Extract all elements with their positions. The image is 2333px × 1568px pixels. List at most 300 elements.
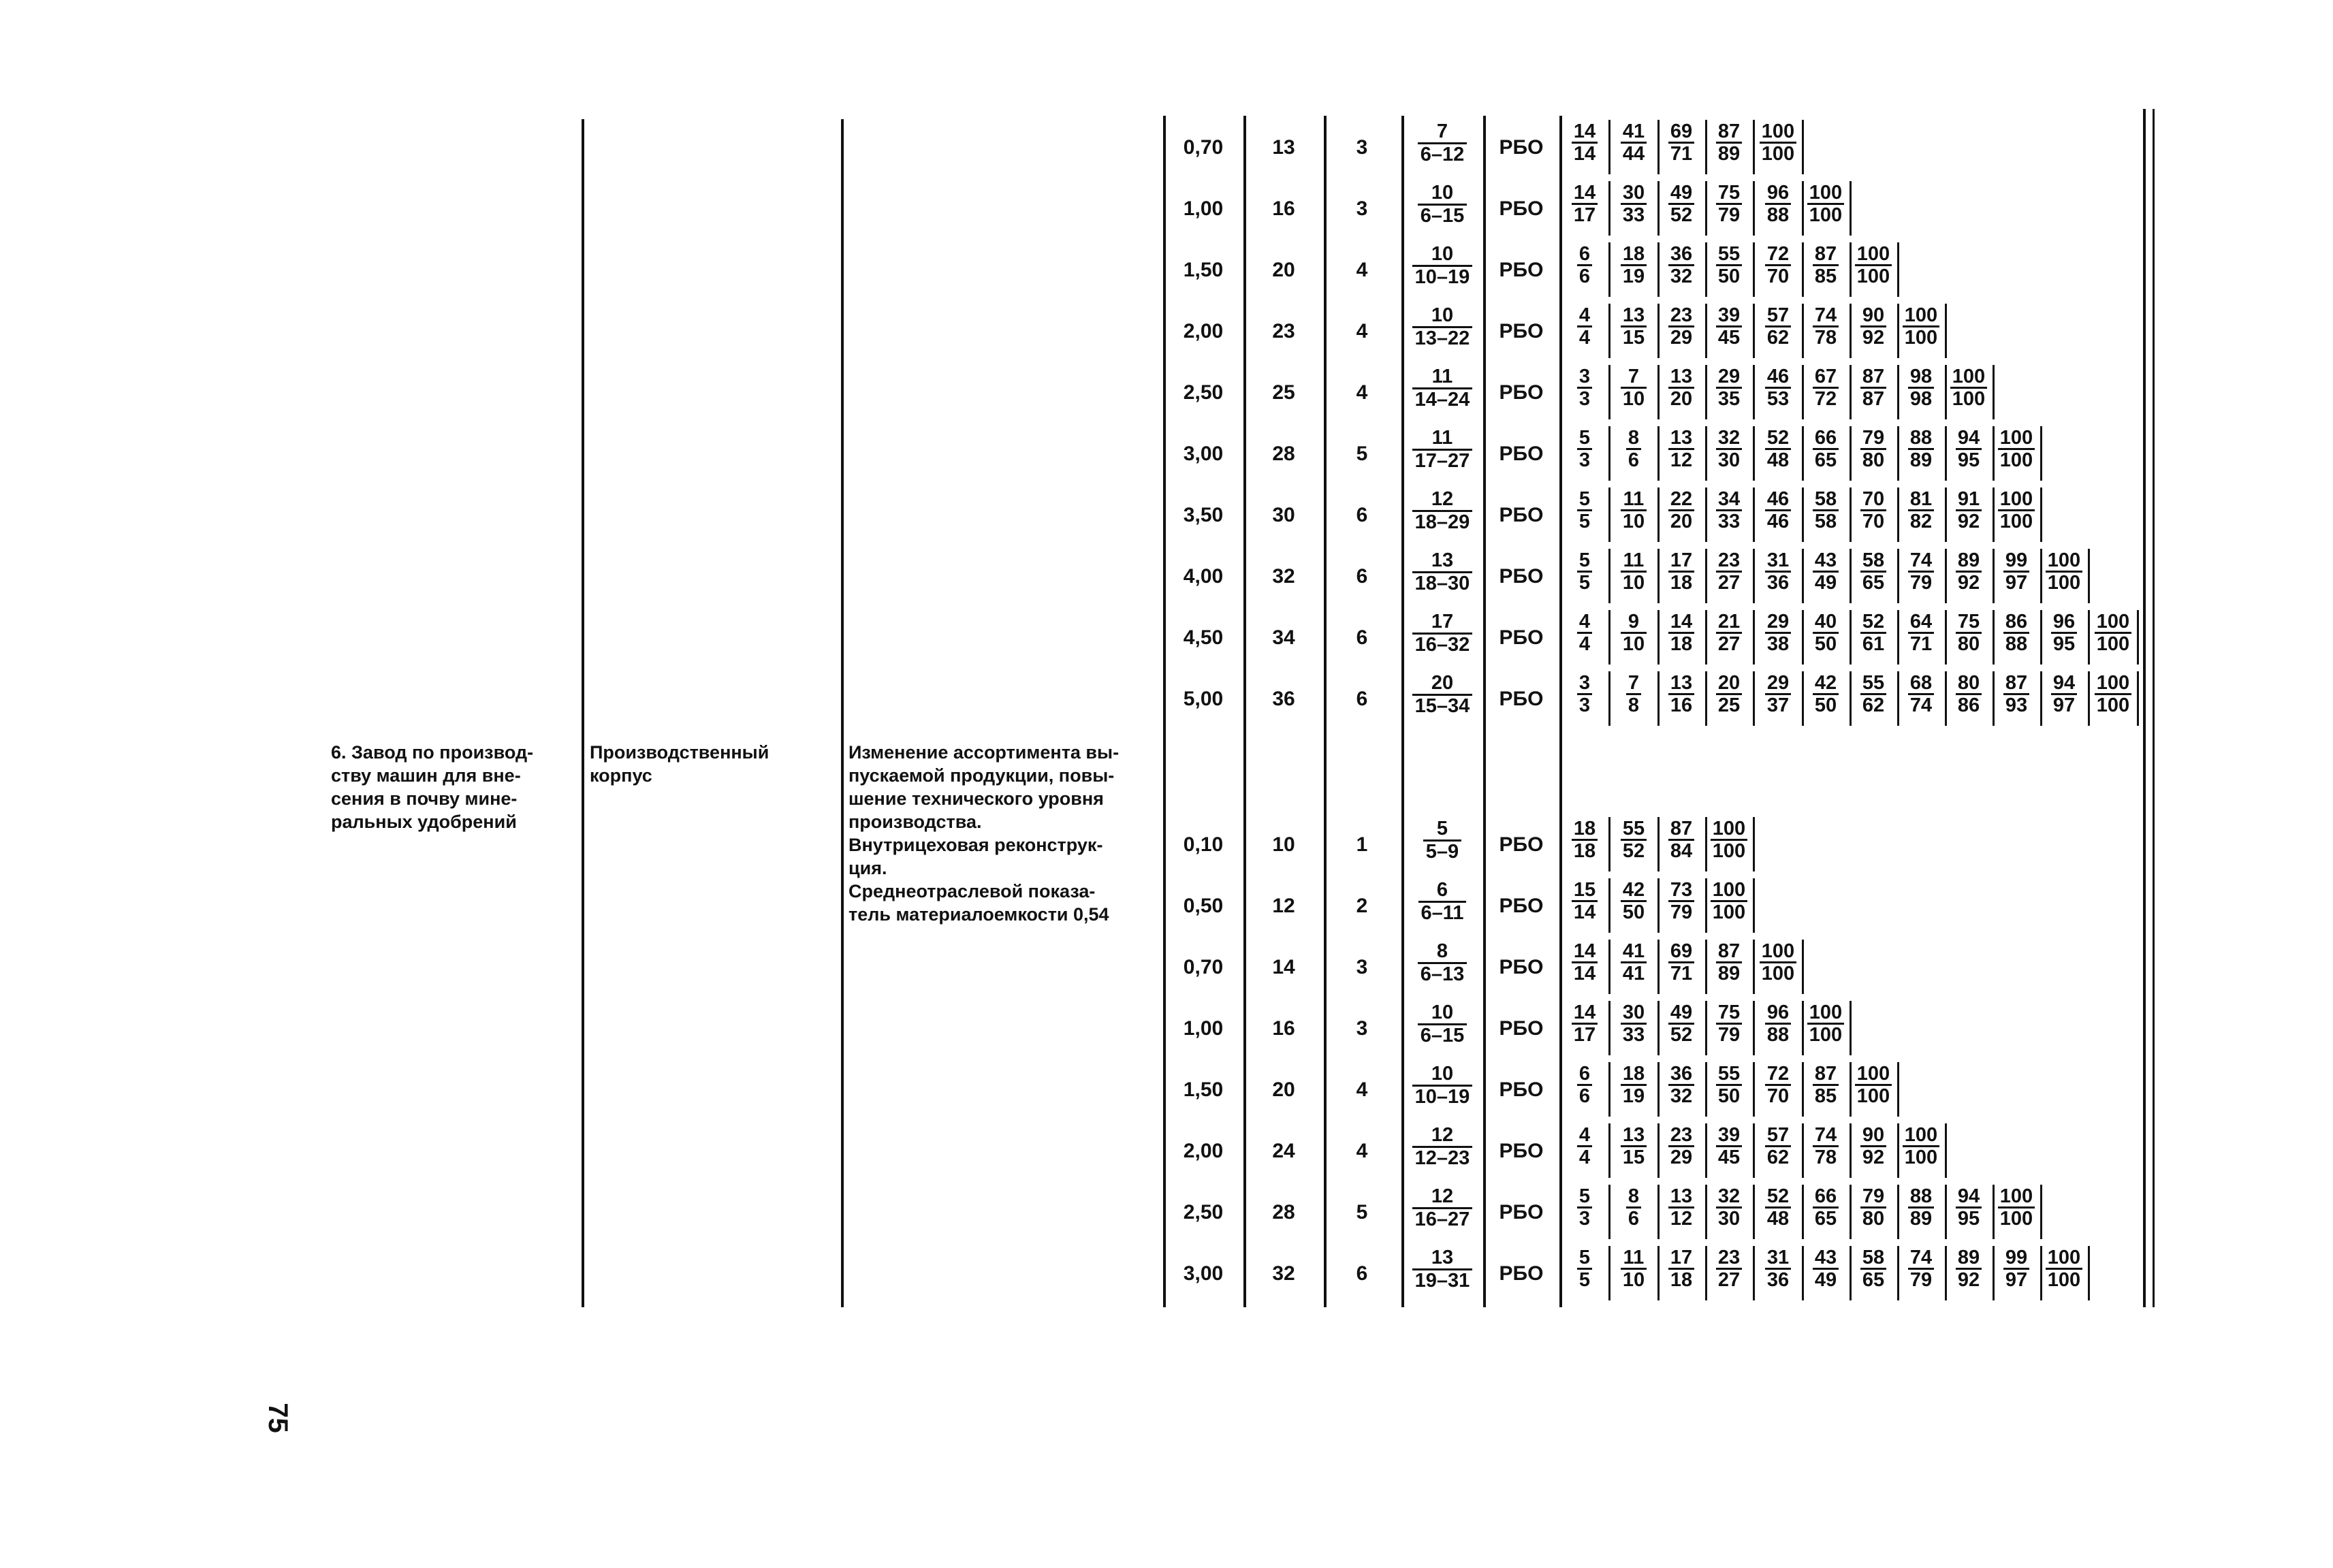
percent-denominator: 58: [1813, 509, 1839, 532]
percent-denominator: 14: [1572, 961, 1598, 984]
percent-fraction: [1757, 366, 1799, 410]
rule-object-building: [582, 119, 584, 1307]
cell-separator: [1993, 487, 1995, 542]
percent-denominator: 80: [1860, 1206, 1886, 1229]
percent-fraction: [1564, 1002, 1606, 1046]
cell-separator: [2040, 549, 2042, 603]
percent-fraction: [1757, 1247, 1799, 1291]
duration-denominator: 18–30: [1412, 571, 1473, 594]
percent-denominator: 85: [1813, 1084, 1839, 1106]
term-value: 4,50: [1183, 626, 1224, 649]
duration-fraction: [1406, 182, 1479, 227]
cell-separator: [1993, 671, 1995, 726]
percent-numerator: 42: [1622, 879, 1645, 901]
percent-fraction: [1757, 1186, 1799, 1230]
percent-denominator: 79: [1908, 571, 1934, 593]
cell-separator: [1657, 365, 1660, 419]
cell-separator: [1802, 242, 1804, 297]
code-value: РБО: [1499, 1078, 1544, 1101]
percent-denominator: 100: [2095, 693, 2131, 716]
percent-numerator: 34: [1717, 488, 1741, 510]
percent-numerator: 90: [1862, 1124, 1885, 1146]
cell-separator: [1897, 1246, 1899, 1300]
percent-denominator: 5: [1577, 509, 1592, 532]
k-value: 3: [1356, 1017, 1368, 1040]
percent-numerator: 74: [1909, 549, 1933, 571]
percent-fraction: [1564, 941, 1606, 985]
cell-separator: [1850, 1185, 1852, 1239]
percent-numerator: 75: [1717, 182, 1741, 204]
duration-denominator: 14–24: [1412, 387, 1473, 411]
term-value: 1,50: [1183, 1078, 1224, 1101]
percent-numerator: 52: [1766, 427, 1790, 449]
percent-denominator: 36: [1765, 571, 1791, 593]
percent-numerator: 14: [1573, 940, 1596, 962]
cell-separator: [1753, 878, 1755, 933]
count-value: 28: [1272, 1201, 1295, 1223]
k-value: 5: [1356, 1201, 1368, 1223]
percent-denominator: 19: [1621, 264, 1647, 287]
percent-denominator: 15: [1621, 1145, 1647, 1168]
percent-fraction: [1708, 305, 1750, 349]
term-value: 3,00: [1183, 1262, 1224, 1285]
cell-separator: [2040, 426, 2042, 481]
cell-separator: [1608, 426, 1610, 481]
cell-separator: [1753, 487, 1755, 542]
percent-fraction: [1613, 1247, 1655, 1291]
percent-numerator: 100: [2096, 672, 2130, 694]
object-name-line: 6. Завод по производ-: [331, 742, 534, 763]
duration-fraction: [1406, 611, 1479, 656]
percent-denominator: 62: [1765, 1145, 1791, 1168]
duration-numerator: 20: [1431, 672, 1454, 694]
cell-separator: [1945, 365, 1947, 419]
cell-separator: [1753, 426, 1755, 481]
percent-denominator: 48: [1765, 1206, 1791, 1229]
cell-separator: [1993, 365, 1995, 419]
conditions-line: Изменение ассортимента вы-: [848, 742, 1120, 763]
percent-numerator: 94: [1957, 1185, 1980, 1207]
percent-numerator: 13: [1670, 1185, 1693, 1207]
cell-separator: [1802, 487, 1804, 542]
percent-denominator: 5: [1577, 1268, 1592, 1290]
code-value: РБО: [1499, 956, 1544, 978]
percent-numerator: 89: [1957, 549, 1980, 571]
term-value: 1,50: [1183, 259, 1224, 281]
percent-denominator: 95: [1956, 1206, 1982, 1229]
percent-numerator: 20: [1717, 672, 1741, 694]
percent-denominator: 70: [1765, 264, 1791, 287]
percent-fraction: [1708, 1063, 1750, 1107]
conditions-text: [848, 741, 1148, 926]
percent-denominator: 12: [1668, 1206, 1694, 1229]
percent-numerator: 57: [1766, 1124, 1790, 1146]
percent-numerator: 46: [1766, 366, 1790, 387]
cell-separator: [1608, 304, 1610, 358]
percent-denominator: 18: [1668, 1268, 1694, 1290]
cell-separator: [1897, 304, 1899, 358]
duration-numerator: 12: [1431, 488, 1454, 510]
code-value: РБО: [1499, 565, 1544, 588]
percent-denominator: 88: [1765, 203, 1791, 225]
percent-denominator: 46: [1765, 509, 1791, 532]
percent-fraction: [1852, 244, 1894, 287]
duration-fraction: [1406, 1186, 1479, 1231]
percent-denominator: 100: [1903, 325, 1939, 348]
percent-denominator: 98: [1908, 387, 1934, 409]
percent-denominator: 18: [1572, 839, 1598, 861]
percent-fraction: [1852, 1247, 1894, 1291]
cell-separator: [1608, 549, 1610, 603]
percent-fraction: [1613, 673, 1655, 716]
percent-numerator: 41: [1622, 940, 1645, 962]
duration-numerator: 10: [1431, 304, 1454, 326]
cell-separator: [1608, 181, 1610, 236]
percent-denominator: 10: [1621, 632, 1647, 654]
percent-fraction: [1564, 1063, 1606, 1107]
percent-denominator: 6: [1626, 448, 1641, 470]
percent-fraction: [1852, 673, 1894, 716]
percent-numerator: 36: [1670, 243, 1693, 265]
k-value: 3: [1356, 197, 1368, 220]
cell-separator: [1753, 304, 1755, 358]
percent-denominator: 85: [1813, 264, 1839, 287]
rule-duration-code: [1483, 116, 1486, 1307]
percent-fraction: [1757, 1125, 1799, 1168]
percent-denominator: 15: [1621, 325, 1647, 348]
percent-denominator: 4: [1577, 632, 1592, 654]
percent-numerator: 58: [1862, 1247, 1885, 1268]
percent-fraction: [1613, 1186, 1655, 1230]
cell-separator: [1753, 549, 1755, 603]
percent-denominator: 89: [1716, 961, 1742, 984]
conditions-line: тель материалоемкости 0,54: [848, 904, 1109, 925]
percent-fraction: [1613, 182, 1655, 226]
count-value: 20: [1272, 259, 1295, 281]
page-number: 75: [262, 1403, 293, 1433]
percent-numerator: 96: [1766, 1002, 1790, 1023]
percent-numerator: 100: [2047, 1247, 2081, 1268]
percent-numerator: 18: [1573, 818, 1596, 839]
cell-separator: [1608, 671, 1610, 726]
percent-denominator: 30: [1716, 448, 1742, 470]
percent-fraction: [1613, 366, 1655, 410]
percent-numerator: 29: [1766, 672, 1790, 694]
percent-fraction: [1995, 428, 2037, 471]
percent-fraction: [1564, 1125, 1606, 1168]
percent-denominator: 100: [1950, 387, 1987, 409]
percent-denominator: 18: [1668, 571, 1694, 593]
building-name: [590, 741, 835, 787]
cell-separator: [1608, 487, 1610, 542]
duration-numerator: 11: [1431, 427, 1453, 449]
percent-denominator: 97: [2003, 571, 2029, 593]
percent-numerator: 100: [1999, 488, 2033, 510]
percent-fraction: [1564, 305, 1606, 349]
k-value: 4: [1356, 320, 1368, 342]
percent-fraction: [1948, 1186, 1990, 1230]
percent-numerator: 11: [1623, 488, 1645, 510]
cell-separator: [1945, 1185, 1947, 1239]
percent-denominator: 65: [1813, 1206, 1839, 1229]
percent-denominator: 49: [1813, 1268, 1839, 1290]
duration-denominator: 6–15: [1418, 204, 1467, 227]
percent-fraction: [1948, 366, 1990, 410]
code-value: РБО: [1499, 833, 1544, 856]
percent-numerator: 87: [1814, 1063, 1837, 1085]
percent-denominator: 33: [1716, 509, 1742, 532]
duration-denominator: 16–27: [1412, 1207, 1473, 1230]
cell-separator: [1753, 610, 1755, 665]
cell-separator: [2040, 1246, 2042, 1300]
duration-denominator: 19–31: [1412, 1268, 1473, 1292]
percent-denominator: 97: [2051, 693, 2077, 716]
cell-separator: [1705, 1123, 1707, 1178]
percent-fraction: [1805, 366, 1847, 410]
percent-denominator: 48: [1765, 448, 1791, 470]
percent-denominator: 35: [1716, 387, 1742, 409]
percent-numerator: 87: [2005, 672, 2028, 694]
duration-numerator: 11: [1431, 366, 1453, 387]
cell-separator: [1608, 1246, 1610, 1300]
percent-fraction: [1564, 673, 1606, 716]
cell-separator: [2040, 610, 2042, 665]
percent-denominator: 20: [1668, 387, 1694, 409]
percent-denominator: 53: [1765, 387, 1791, 409]
percent-numerator: 31: [1766, 1247, 1790, 1268]
cell-separator: [1802, 304, 1804, 358]
percent-numerator: 13: [1670, 366, 1693, 387]
percent-denominator: 12: [1668, 448, 1694, 470]
cell-separator: [1802, 610, 1804, 665]
term-value: 0,10: [1183, 833, 1224, 856]
percent-denominator: 95: [1956, 448, 1982, 470]
cell-separator: [1608, 940, 1610, 994]
percent-numerator: 18: [1622, 243, 1645, 265]
cell-separator: [1850, 549, 1852, 603]
percent-denominator: 8: [1626, 693, 1641, 716]
cell-separator: [1850, 426, 1852, 481]
cell-separator: [1850, 610, 1852, 665]
percent-numerator: 87: [1814, 243, 1837, 265]
percent-fraction: [1660, 1247, 1702, 1291]
percent-numerator: 68: [1909, 672, 1933, 694]
percent-fraction: [2043, 611, 2085, 655]
percent-fraction: [1757, 244, 1799, 287]
percent-fraction: [1613, 611, 1655, 655]
cell-separator: [1705, 549, 1707, 603]
percent-denominator: 92: [1860, 1145, 1886, 1168]
percent-numerator: 31: [1766, 549, 1790, 571]
cell-separator: [1850, 181, 1852, 236]
percent-fraction: [1660, 880, 1702, 923]
count-value: 12: [1272, 895, 1295, 917]
percent-numerator: 4: [1578, 304, 1591, 326]
percent-fraction: [1757, 1002, 1799, 1046]
percent-denominator: 10: [1621, 509, 1647, 532]
percent-fraction: [1995, 611, 2037, 655]
cell-separator: [1993, 1246, 1995, 1300]
cell-separator: [1897, 426, 1899, 481]
percent-denominator: 78: [1813, 325, 1839, 348]
percent-fraction: [1613, 121, 1655, 165]
count-value: 34: [1272, 626, 1295, 649]
percent-numerator: 100: [2096, 611, 2130, 633]
percent-fraction: [1805, 550, 1847, 594]
cell-separator: [1897, 610, 1899, 665]
percent-numerator: 30: [1622, 1002, 1645, 1023]
percent-denominator: 100: [1855, 1084, 1892, 1106]
percent-numerator: 5: [1578, 1185, 1591, 1207]
cell-separator: [1657, 242, 1660, 297]
percent-numerator: 100: [1904, 304, 1938, 326]
rule-count-k: [1324, 116, 1327, 1307]
percent-fraction: [1805, 1002, 1847, 1046]
cell-separator: [1753, 940, 1755, 994]
percent-denominator: 65: [1860, 571, 1886, 593]
percent-numerator: 11: [1623, 1247, 1645, 1268]
percent-fraction: [1900, 1125, 1942, 1168]
percent-fraction: [1805, 428, 1847, 471]
percent-numerator: 57: [1766, 304, 1790, 326]
percent-denominator: 52: [1668, 1023, 1694, 1045]
cell-separator: [1705, 304, 1707, 358]
percent-denominator: 92: [1956, 571, 1982, 593]
percent-denominator: 100: [2046, 1268, 2082, 1290]
percent-numerator: 74: [1814, 304, 1837, 326]
cell-separator: [1608, 878, 1610, 933]
percent-numerator: 87: [1717, 940, 1741, 962]
cell-separator: [1705, 1185, 1707, 1239]
percent-fraction: [1900, 550, 1942, 594]
percent-fraction: [1613, 941, 1655, 985]
percent-fraction: [1613, 1063, 1655, 1107]
percent-fraction: [1757, 182, 1799, 226]
percent-numerator: 17: [1670, 1247, 1693, 1268]
percent-numerator: 36: [1670, 1063, 1693, 1085]
count-value: 20: [1272, 1078, 1295, 1101]
percent-denominator: 10: [1621, 1268, 1647, 1290]
percent-fraction: [1852, 550, 1894, 594]
duration-numerator: 8: [1436, 940, 1448, 962]
cell-separator: [1657, 1062, 1660, 1117]
percent-denominator: 87: [1860, 387, 1886, 409]
cell-separator: [1608, 817, 1610, 871]
cell-separator: [1657, 120, 1660, 174]
cell-separator: [1850, 242, 1852, 297]
code-value: РБО: [1499, 688, 1544, 710]
percent-denominator: 33: [1621, 1023, 1647, 1045]
term-value: 0,70: [1183, 136, 1224, 159]
percent-denominator: 92: [1956, 1268, 1982, 1290]
percent-denominator: 100: [1807, 203, 1844, 225]
code-value: РБО: [1499, 504, 1544, 526]
percent-fraction: [1805, 611, 1847, 655]
percent-numerator: 66: [1814, 1185, 1837, 1207]
percent-denominator: 45: [1716, 325, 1742, 348]
percent-fraction: [1900, 366, 1942, 410]
percent-fraction: [1995, 1247, 2037, 1291]
percent-numerator: 94: [2052, 672, 2076, 694]
cell-separator: [1850, 1062, 1852, 1117]
cell-separator: [1705, 1246, 1707, 1300]
percent-fraction: [1660, 489, 1702, 532]
term-value: 2,00: [1183, 320, 1224, 342]
percent-numerator: 7: [1628, 366, 1640, 387]
percent-fraction: [1995, 489, 2037, 532]
duration-denominator: 10–19: [1412, 265, 1473, 288]
percent-fraction: [1995, 1186, 2037, 1230]
cell-separator: [1705, 817, 1707, 871]
cell-separator: [1608, 1001, 1610, 1055]
cell-separator: [1657, 426, 1660, 481]
percent-denominator: 32: [1668, 264, 1694, 287]
k-value: 4: [1356, 1078, 1368, 1101]
term-value: 2,50: [1183, 381, 1224, 404]
percent-denominator: 100: [1855, 264, 1892, 287]
duration-fraction: [1406, 818, 1479, 863]
percent-denominator: 36: [1765, 1268, 1791, 1290]
cell-separator: [1802, 426, 1804, 481]
percent-fraction: [1660, 428, 1702, 471]
percent-numerator: 96: [2052, 611, 2076, 633]
duration-denominator: 10–19: [1412, 1085, 1473, 1108]
percent-denominator: 33: [1621, 203, 1647, 225]
percent-denominator: 93: [2003, 693, 2029, 716]
percent-numerator: 100: [1712, 818, 1746, 839]
cell-separator: [1657, 1123, 1660, 1178]
cell-separator: [1657, 671, 1660, 726]
percent-fraction: [1564, 428, 1606, 471]
percent-numerator: 87: [1670, 818, 1693, 839]
percent-denominator: 20: [1668, 509, 1694, 532]
cell-separator: [1608, 365, 1610, 419]
percent-fraction: [1900, 428, 1942, 471]
percent-denominator: 100: [1711, 900, 1747, 923]
percent-denominator: 89: [1908, 1206, 1934, 1229]
k-value: 1: [1356, 833, 1368, 856]
percent-numerator: 6: [1578, 1063, 1591, 1085]
percent-denominator: 65: [1860, 1268, 1886, 1290]
percent-denominator: 100: [1711, 839, 1747, 861]
code-value: РБО: [1499, 320, 1544, 342]
duration-numerator: 10: [1431, 1002, 1454, 1023]
percent-denominator: 30: [1716, 1206, 1742, 1229]
percent-fraction: [1708, 880, 1750, 923]
count-value: 14: [1272, 956, 1295, 978]
percent-numerator: 100: [1856, 1063, 1890, 1085]
duration-numerator: 10: [1431, 182, 1454, 204]
percent-fraction: [1757, 428, 1799, 471]
cell-separator: [1897, 1185, 1899, 1239]
cell-separator: [1802, 671, 1804, 726]
percent-numerator: 17: [1670, 549, 1693, 571]
percent-fraction: [1852, 428, 1894, 471]
percent-numerator: 42: [1814, 672, 1837, 694]
duration-numerator: 13: [1431, 1247, 1454, 1268]
cell-separator: [1657, 940, 1660, 994]
percent-fraction: [1852, 611, 1894, 655]
percent-denominator: 71: [1668, 142, 1694, 164]
percent-fraction: [1805, 1125, 1847, 1168]
code-value: РБО: [1499, 197, 1544, 220]
cell-separator: [1657, 1185, 1660, 1239]
percent-fraction: [1660, 1186, 1702, 1230]
percent-numerator: 43: [1814, 549, 1837, 571]
term-value: 3,00: [1183, 443, 1224, 465]
percent-fraction: [1757, 305, 1799, 349]
percent-fraction: [1900, 1247, 1942, 1291]
